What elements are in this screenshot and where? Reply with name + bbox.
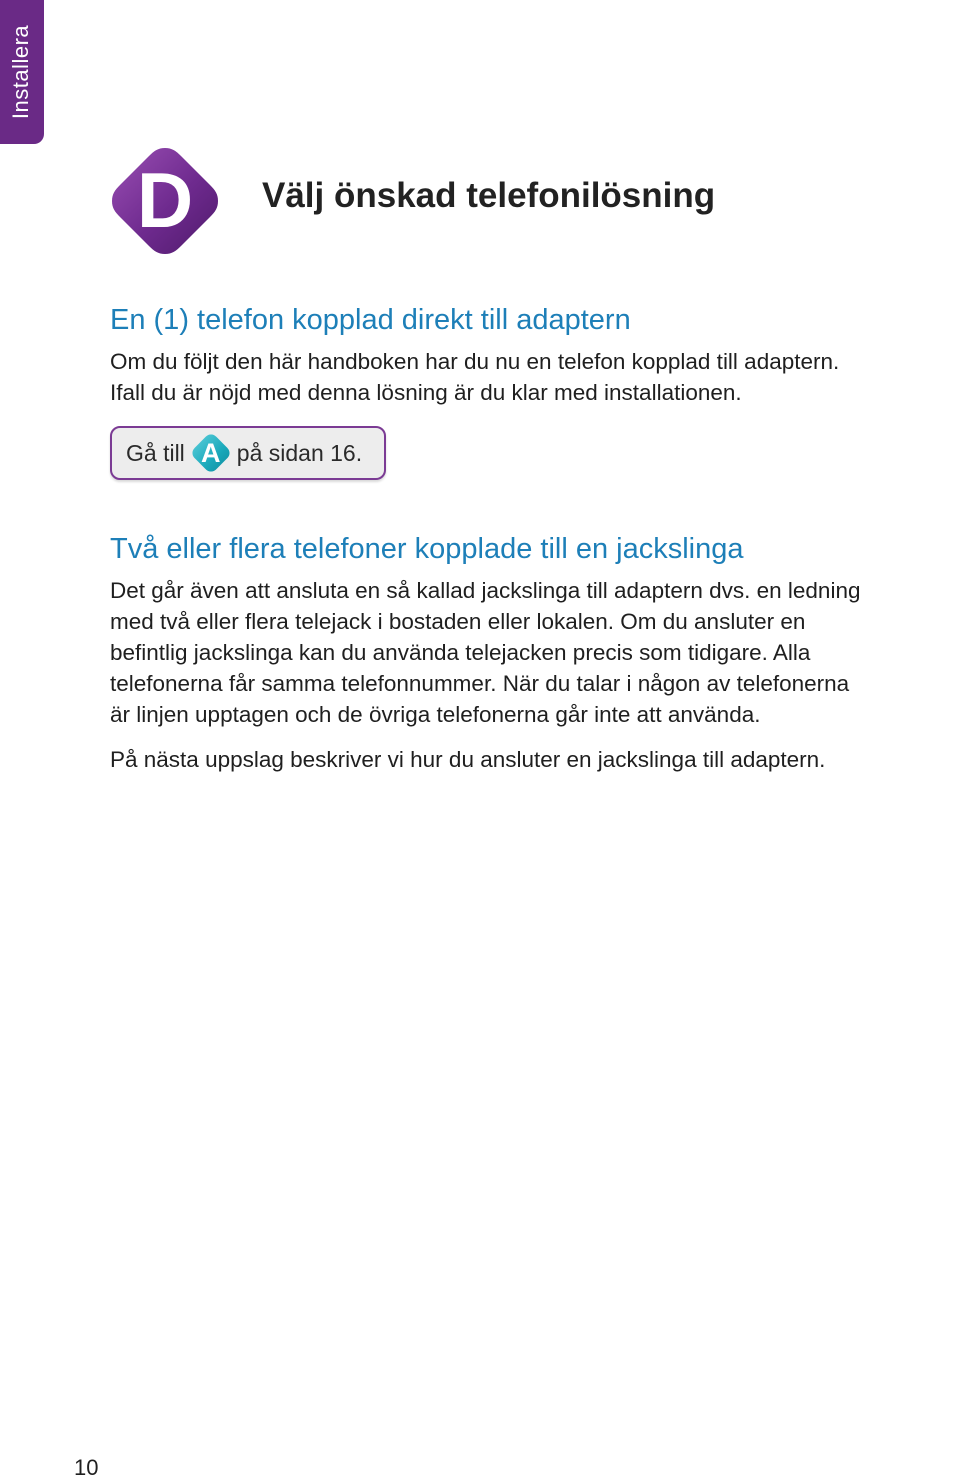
page-number: 10	[74, 1455, 99, 1480]
section-one-line: Om du följt den här handboken har du nu en telefon kopplad till adaptern.	[110, 349, 840, 374]
section-one-text	[110, 346, 839, 408]
section-tab-label: Installera	[8, 24, 33, 120]
section-two-line: befintlig jackslinga kan du använda telejacken precis som tidigare. Alla	[110, 640, 811, 665]
goto-suffix: på sidan 16.	[236, 439, 363, 466]
section-two-line: är linjen upptagen och de övriga telefonerna går inte att använda.	[110, 702, 761, 727]
step-d-letter: D	[136, 156, 194, 244]
page-title: Välj önskad telefonilösning	[262, 176, 716, 215]
step-a-letter: A	[201, 437, 221, 468]
step-d-badge-icon	[108, 144, 222, 258]
step-a-badge-icon	[191, 433, 231, 473]
section-two-line: telefonerna får samma telefonnummer. När du talar i någon av telefonerna	[110, 671, 850, 696]
section-heading-jack-loop: Två eller flera telefoner kopplade till en jackslinga	[110, 533, 744, 565]
goto-step-a-link[interactable]	[110, 426, 386, 480]
section-two-line: Det går även att ansluta en så kallad jackslinga till adaptern dvs. en ledning	[110, 578, 861, 603]
closing-text: På nästa uppslag beskriver vi hur du ansluter en jackslinga till adaptern.	[110, 747, 826, 772]
section-one-line: Ifall du är nöjd med denna lösning är du klar med installationen.	[110, 380, 742, 405]
goto-prefix: Gå till	[126, 439, 185, 466]
section-two-text	[110, 575, 860, 730]
section-two-line: med två eller flera telejack i bostaden eller lokalen. Om du ansluter en	[110, 609, 806, 634]
section-tab	[0, 0, 44, 144]
section-heading-one-phone: En (1) telefon kopplad direkt till adaptern	[110, 304, 631, 336]
